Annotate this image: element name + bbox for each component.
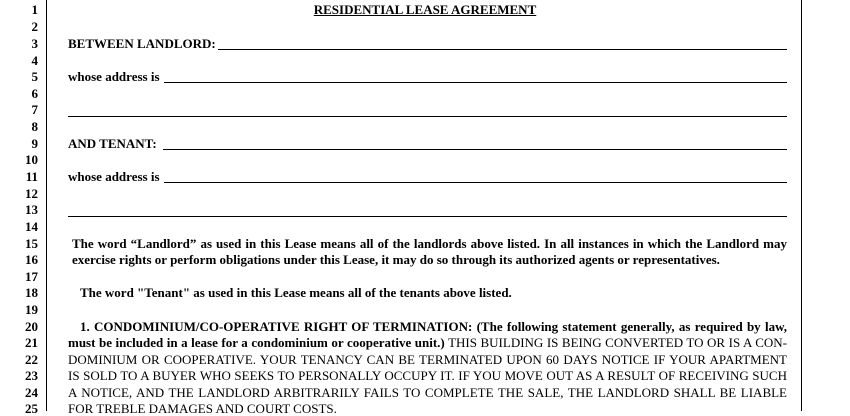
tenant-address-label: whose address is [68, 169, 160, 184]
left-margin-rule [46, 0, 47, 411]
tenant-definition: The word "Tenant" as used in this Lease means all of the tenants above listed. [80, 285, 512, 300]
tenant-address-field[interactable] [164, 182, 787, 183]
condo-clause-line3: DOMINIUM OR COOPERATIVE. YOUR TENANCY CAN BE TERMINATED UPON 60 DAYS NOTICE IF YOUR APARTMENT [68, 352, 787, 367]
line-number: 1 [31, 2, 38, 17]
line-number: 4 [31, 53, 38, 68]
landlord-address-field[interactable] [164, 82, 787, 83]
tenant-label: AND TENANT: [68, 136, 157, 151]
line-number: 19 [25, 302, 38, 317]
line-number: 23 [25, 368, 38, 383]
condo-clause-line5: A NOTICE, AND THE LANDLORD ARBITRARILY FAILS TO COMPLETE THE SALE, THE LANDLORD SHALL BE LIABLE [68, 385, 787, 400]
condo-clause-line2 [68, 336, 787, 350]
line-number: 25 [25, 401, 38, 416]
condo-clause-line6: FOR TREBLE DAMAGES AND COURT COSTS. [68, 401, 337, 416]
line-number: 9 [31, 136, 38, 151]
line-number: 22 [25, 352, 38, 367]
landlord-definition-line2: exercise rights or perform obligations under this Lease, it may do so through its authorized agents or representatives. [72, 252, 720, 267]
line-number: 16 [25, 252, 38, 267]
condo-clause-line2-rest: THIS BUILDING IS BEING CONVERTED TO OR IS A CON- [444, 335, 787, 350]
landlord-address-line2-field[interactable] [68, 116, 787, 117]
right-margin-rule [801, 0, 802, 411]
line-number: 17 [25, 269, 38, 284]
line-number: 20 [25, 319, 38, 334]
landlord-address-label: whose address is [68, 69, 160, 84]
line-number: 7 [31, 102, 38, 117]
line-number: 14 [25, 219, 38, 234]
landlord-definition-line1: The word “Landlord” as used in this Lease means all of the landlords above listed. In all instances in which the Landlord may [72, 236, 787, 251]
line-number: 18 [25, 285, 38, 300]
line-number: 5 [31, 69, 38, 84]
line-number: 13 [25, 202, 38, 217]
line-number: 21 [25, 335, 38, 350]
line-number-column [0, 0, 40, 416]
line-number: 11 [25, 169, 38, 184]
line-number: 2 [31, 19, 38, 34]
line-number: 15 [25, 236, 38, 251]
line-number: 12 [25, 186, 38, 201]
line-number: 8 [31, 119, 38, 134]
line-number: 6 [31, 86, 38, 101]
condo-clause-heading: 1. CONDOMINIUM/CO-OPERATIVE RIGHT OF TERMINATION: (The following statement generally, as required by law, [80, 319, 787, 334]
document-title: RESIDENTIAL LEASE AGREEMENT [313, 2, 537, 17]
landlord-name-field[interactable] [218, 49, 787, 50]
condo-clause-line2-bold: must be included in a lease for a condominium or cooperative unit.) [68, 335, 445, 350]
line-number: 3 [31, 36, 38, 51]
tenant-address-line2-field[interactable] [68, 216, 787, 217]
line-number: 24 [25, 385, 38, 400]
tenant-name-field[interactable] [163, 149, 787, 150]
landlord-label: BETWEEN LANDLORD: [68, 36, 216, 51]
line-number: 10 [25, 152, 38, 167]
condo-clause-line4: IS SOLD TO A BUYER WHO SEEKS TO PERSONALLY OCCUPY IT. IF YOU MOVE OUT AS A RESULT OF RECEIVING SUCH [68, 368, 787, 383]
